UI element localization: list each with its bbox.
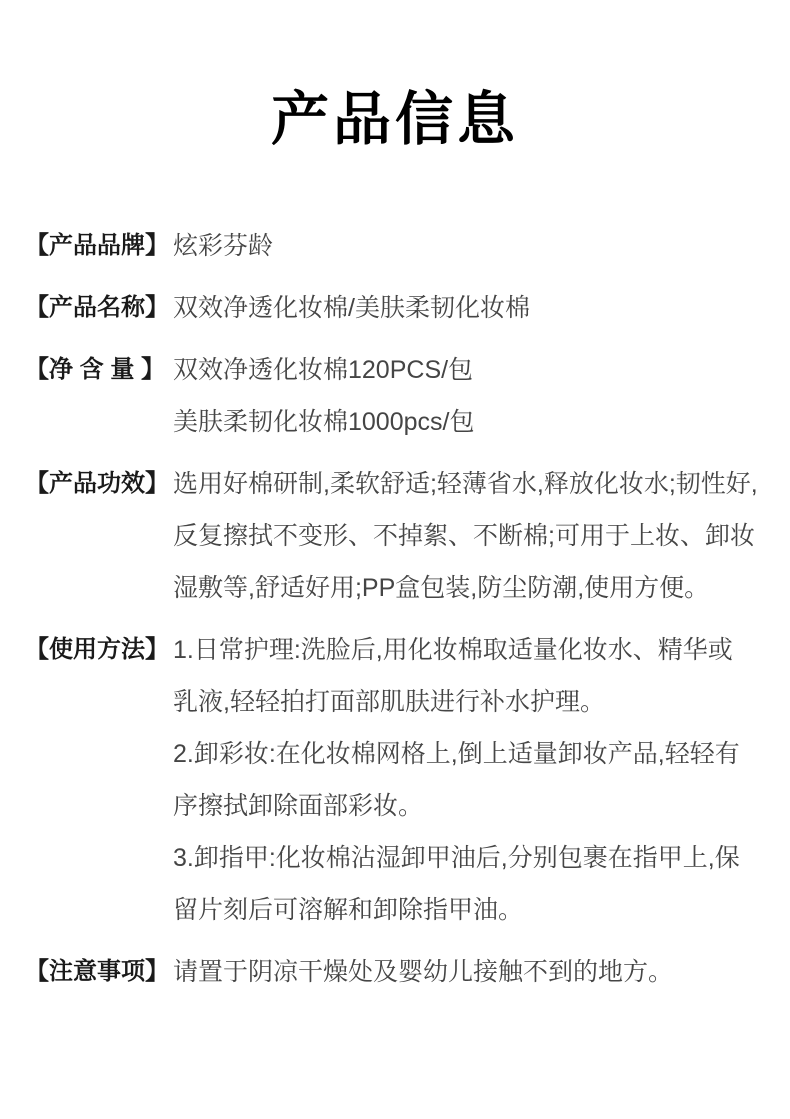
info-value bbox=[173, 458, 765, 614]
info-list bbox=[25, 220, 765, 998]
info-row-brand bbox=[25, 220, 765, 272]
info-line: 美肤柔韧化妆棉1000pcs/包 bbox=[173, 408, 475, 436]
info-label: 【使用方法】 bbox=[25, 636, 169, 663]
info-line: 3.卸指甲:化妆棉沾湿卸甲油后,分别包裹在指甲上,保 bbox=[173, 844, 740, 872]
info-line: 请置于阴凉干燥处及婴幼儿接触不到的地方。 bbox=[173, 958, 674, 986]
info-line: 留片刻后可溶解和卸除指甲油。 bbox=[173, 896, 524, 924]
info-value bbox=[173, 946, 765, 998]
info-value bbox=[173, 282, 765, 334]
page-title: 产品信息 bbox=[270, 87, 519, 152]
info-line: 双效净透化妆棉120PCS/包 bbox=[173, 356, 474, 384]
info-label: 【产品功效】 bbox=[25, 470, 169, 497]
info-row-net-content bbox=[25, 344, 765, 448]
info-line: 湿敷等,舒适好用;PP盒包装,防尘防潮,使用方便。 bbox=[173, 574, 710, 602]
info-line: 乳液,轻轻拍打面部肌肤进行补水护理。 bbox=[173, 688, 605, 716]
info-label: 【注意事项】 bbox=[25, 958, 169, 985]
info-row-precautions bbox=[25, 946, 765, 998]
info-value bbox=[173, 624, 765, 936]
info-label: 【产品品牌】 bbox=[25, 232, 169, 259]
info-row-usage-method bbox=[25, 624, 765, 936]
info-row-product-name bbox=[25, 282, 765, 334]
info-value bbox=[173, 344, 765, 448]
info-label: 【产品名称】 bbox=[25, 294, 169, 321]
info-line: 双效净透化妆棉/美肤柔韧化妆棉 bbox=[173, 294, 530, 322]
info-line: 炫彩芬龄 bbox=[173, 232, 274, 260]
info-line: 序擦拭卸除面部彩妆。 bbox=[173, 792, 424, 820]
info-value bbox=[173, 220, 765, 272]
info-line: 选用好棉研制,柔软舒适;轻薄省水,释放化妆水;韧性好, bbox=[173, 470, 758, 498]
info-line: 2.卸彩妆:在化妆棉网格上,倒上适量卸妆产品,轻轻有 bbox=[173, 740, 740, 768]
info-line: 1.日常护理:洗脸后,用化妆棉取适量化妆水、精华或 bbox=[173, 636, 733, 664]
info-row-product-efficacy bbox=[25, 458, 765, 614]
info-label: 【净 含 量 】 bbox=[25, 356, 166, 383]
info-line: 反复擦拭不变形、不掉絮、不断棉;可用于上妆、卸妆 bbox=[173, 522, 755, 550]
